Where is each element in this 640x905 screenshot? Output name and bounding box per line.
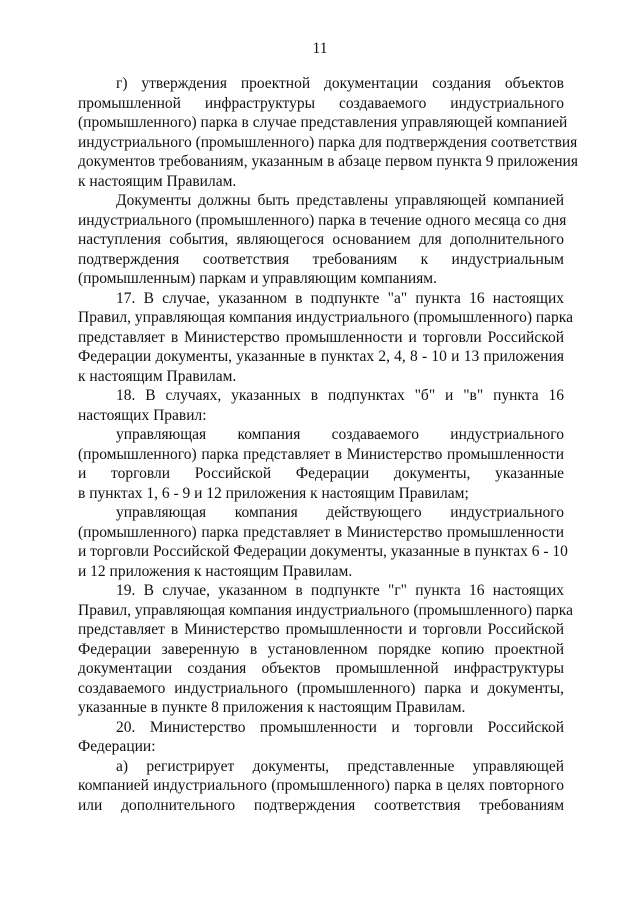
text-line: (промышленного) парка представляет в Министерство промышленности: [78, 523, 564, 541]
text-line: в пунктах 1, 6 - 9 и 12 приложения к настоящим Правилам;: [78, 484, 469, 502]
text-line: индустриального (промышленного) парка для подтверждения соответствия: [78, 133, 578, 151]
text-line: к настоящим Правилам.: [78, 172, 237, 190]
paragraph: [78, 74, 578, 191]
text-line: указанные в пункте 8 приложения к настоящим Правилам.: [78, 699, 466, 716]
text-line: 17. В случае, указанном в подпункте "а" пункта 16 настоящих: [116, 289, 564, 307]
text-line: компанией индустриального (промышленного) парка в целях повторного: [78, 777, 564, 794]
paragraph: [78, 581, 573, 718]
text-line: а) регистрирует документы, представленные управляющей: [116, 757, 564, 775]
paragraph: [78, 386, 564, 425]
text-line: и торговли Российской Федерации документы, указанные: [78, 465, 564, 482]
text-line: (промышленного) парка в случае представления управляющей компанией: [78, 114, 568, 131]
text-line: и торговли Российской Федерации документы, указанные в пунктах 6 - 10: [78, 543, 568, 560]
paragraph: [78, 718, 564, 757]
text-line: управляющая компания действующего индустриального: [116, 504, 564, 521]
text-line: наступления события, являющегося основанием для дополнительного: [78, 231, 564, 248]
text-line: Федерации:: [78, 738, 156, 755]
document-body: [78, 74, 578, 815]
text-line: представляет в Министерство промышленности и торговли Российской: [78, 328, 564, 346]
page-number: 11: [312, 40, 328, 57]
text-line: настоящих Правил:: [78, 406, 207, 424]
text-line: (промышленного) парка представляет в Министерство промышленности: [78, 445, 564, 463]
text-line: промышленной инфраструктуры создаваемого индустриального: [78, 94, 564, 112]
text-line: создаваемого индустриального (промышленного) парка и документы,: [78, 679, 564, 697]
paragraph: [78, 503, 568, 581]
paragraph: [78, 757, 564, 816]
text-line: 19. В случае, указанном в подпункте "г" пункта 16 настоящих: [116, 582, 564, 599]
text-line: г) утверждения проектной документации создания объектов: [116, 75, 564, 92]
text-line: Документы должны быть представлены управляющей компанией: [116, 192, 564, 209]
text-line: управляющая компания создаваемого индустриального: [116, 426, 564, 443]
text-line: представляет в Министерство промышленности и торговли Российской: [78, 621, 564, 638]
text-line: и 12 приложения к настоящим Правилам.: [78, 562, 353, 580]
text-line: документации создания объектов промышленной инфраструктуры: [78, 660, 564, 677]
text-line: Правил, управляющая компания индустриального (промышленного) парка: [78, 309, 573, 326]
text-line: 20. Министерство промышленности и торговли Российской: [116, 718, 564, 736]
paragraph: [78, 191, 567, 289]
paragraph: [78, 425, 564, 503]
text-line: документов требованиям, указанным в абзаце первом пункта 9 приложения: [78, 153, 578, 170]
text-line: 18. В случаях, указанных в подпунктах "б" и "в" пункта 16: [116, 387, 564, 404]
text-line: подтверждения соответствия требованиям к индустриальным: [78, 250, 564, 268]
text-line: Федерации заверенную в установленном порядке копию проектной: [78, 640, 564, 658]
text-line: (промышленным) паркам и управляющим компаниям.: [78, 270, 437, 287]
text-line: Правил, управляющая компания индустриального (промышленного) парка: [78, 601, 573, 619]
text-line: или дополнительного подтверждения соответствия требованиям: [78, 796, 564, 814]
text-line: Федерации документы, указанные в пунктах 2, 4, 8 - 10 и 13 приложения: [78, 348, 564, 365]
text-line: к настоящим Правилам.: [78, 367, 237, 385]
text-line: индустриального (промышленного) парка в течение одного месяца со дня: [78, 211, 567, 229]
paragraph: [78, 289, 573, 387]
